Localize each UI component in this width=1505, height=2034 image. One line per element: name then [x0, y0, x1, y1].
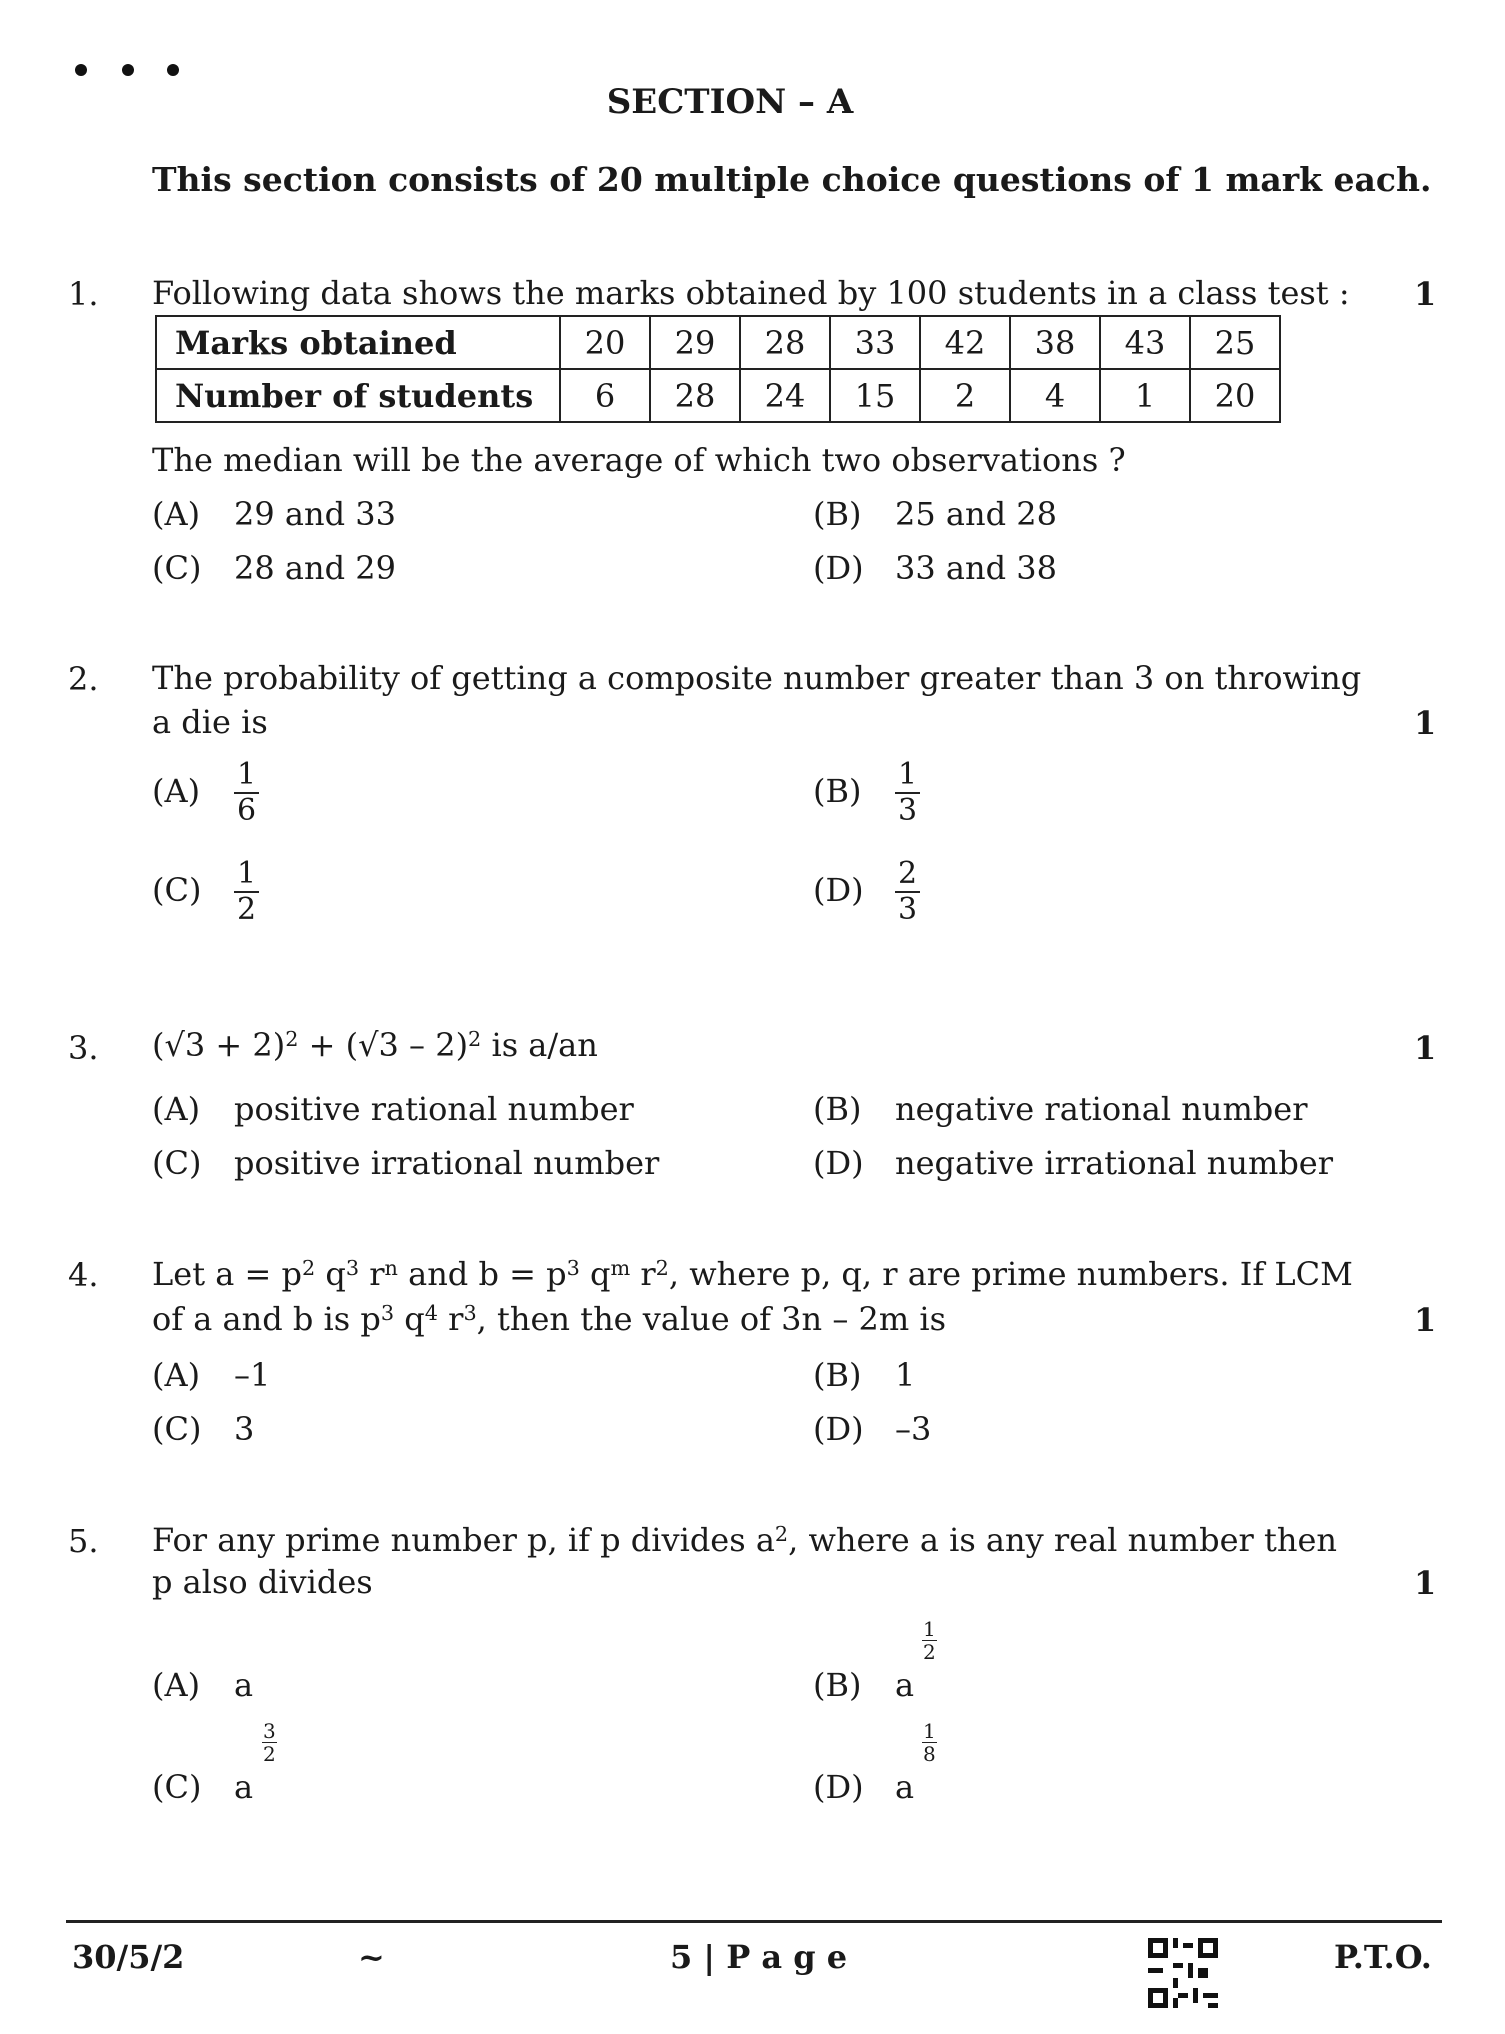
- option-label: (B): [813, 1356, 862, 1394]
- section-title: SECTION – A: [606, 82, 854, 122]
- fraction-numerator: 1: [234, 758, 259, 794]
- fraction-numerator: 1: [234, 857, 259, 893]
- option-label: (A): [152, 771, 201, 810]
- question-text-line2: a die is: [152, 703, 268, 741]
- option-c[interactable]: [152, 1410, 254, 1448]
- question-text: Following data shows the marks obtained by 100 students in a class test :: [152, 274, 1350, 312]
- exponent: 2: [468, 1026, 482, 1051]
- table-cell: 28: [740, 316, 830, 369]
- question-number: 2.: [68, 660, 99, 698]
- option-d[interactable]: [813, 549, 1057, 587]
- exponent: 2: [655, 1255, 669, 1280]
- option-label: (C): [152, 870, 202, 909]
- fraction-denominator: 2: [237, 892, 257, 927]
- exponent: n: [384, 1255, 398, 1280]
- option-label: (D): [813, 1410, 864, 1448]
- fraction: [895, 758, 920, 828]
- table-cell: 4: [1010, 369, 1100, 422]
- fraction-numerator: 3: [263, 1719, 276, 1743]
- question-text-line1: [152, 1252, 1353, 1300]
- text-run: r: [437, 1300, 464, 1338]
- text-run: of a and b is p: [152, 1300, 381, 1338]
- question-text-line2: p also divides: [152, 1563, 373, 1601]
- option-label: (B): [813, 1666, 862, 1704]
- option-text: negative irrational number: [895, 1144, 1334, 1182]
- table-cell: 29: [650, 316, 740, 369]
- option-c[interactable]: [152, 1144, 659, 1182]
- option-label: (D): [813, 870, 864, 909]
- text-run: r: [630, 1255, 656, 1293]
- option-label: (C): [152, 549, 202, 587]
- qr-code-icon: [1148, 1938, 1218, 2008]
- decorative-dot: [75, 64, 87, 76]
- footer-divider: [66, 1920, 1442, 1923]
- option-label: (C): [152, 1768, 202, 1806]
- exponent: 3: [345, 1255, 360, 1280]
- option-d[interactable]: [813, 1768, 914, 1806]
- option-b[interactable]: [813, 1090, 1308, 1128]
- question-mark: 1: [1414, 1029, 1437, 1067]
- option-d[interactable]: [813, 857, 920, 927]
- plus-sign: +: [298, 1026, 346, 1064]
- text-run: r: [359, 1255, 385, 1293]
- option-label: (D): [813, 1144, 864, 1182]
- option-base: a: [895, 1666, 915, 1704]
- fraction: [234, 857, 259, 927]
- table-cell: 33: [830, 316, 920, 369]
- question-mark: 1: [1414, 1564, 1437, 1602]
- table-cell: 2: [920, 369, 1010, 422]
- expression-term-a: (√3 + 2): [152, 1026, 286, 1064]
- option-d[interactable]: [813, 1410, 931, 1448]
- text-run: Let a = p: [152, 1255, 302, 1293]
- option-text: –1: [234, 1356, 271, 1394]
- option-a[interactable]: [152, 1090, 634, 1128]
- text-run: , where p, q, r are prime numbers. If LCM: [668, 1255, 1353, 1293]
- option-label: (D): [813, 549, 864, 587]
- text-run: q: [315, 1255, 346, 1293]
- option-base: a: [895, 1768, 915, 1806]
- expression: [152, 1023, 598, 1071]
- option-text: 3: [234, 1410, 255, 1448]
- fraction-denominator: 3: [898, 793, 918, 828]
- fraction-denominator: 2: [923, 1640, 936, 1664]
- question-number: 3.: [68, 1029, 99, 1067]
- option-text: –3: [895, 1410, 932, 1448]
- option-label: (B): [813, 771, 862, 810]
- option-text: positive rational number: [234, 1090, 634, 1128]
- table-cell: 42: [920, 316, 1010, 369]
- table-cell: 20: [560, 316, 650, 369]
- question-text-line2: [152, 1297, 946, 1345]
- option-text: positive irrational number: [234, 1144, 660, 1182]
- option-base: a: [234, 1768, 254, 1806]
- option-text: 29 and 33: [234, 495, 396, 533]
- option-label: (A): [152, 1090, 201, 1128]
- table-row-label: Number of students: [156, 369, 560, 422]
- marks-table: [155, 315, 1281, 423]
- option-d[interactable]: [813, 1144, 1333, 1182]
- table-row: [156, 369, 1280, 422]
- fraction: [234, 758, 259, 828]
- fraction-numerator: 1: [923, 1719, 936, 1743]
- option-label: (D): [813, 1768, 864, 1806]
- table-row: [156, 316, 1280, 369]
- exponent: m: [610, 1255, 631, 1280]
- table-cell: 38: [1010, 316, 1100, 369]
- page-turn-label: P.T.O.: [1334, 1938, 1432, 1976]
- fraction-denominator: 3: [898, 892, 918, 927]
- option-a[interactable]: [152, 495, 396, 533]
- fractional-exponent: [922, 1720, 937, 1765]
- question-mark: 1: [1414, 275, 1437, 313]
- option-label: (A): [152, 1666, 201, 1704]
- option-c[interactable]: [152, 549, 396, 587]
- option-a[interactable]: [152, 758, 259, 828]
- exponent: 2: [774, 1521, 789, 1546]
- table-cell: 20: [1190, 369, 1280, 422]
- fraction-numerator: 1: [895, 758, 920, 794]
- question-text-line1: [152, 1518, 1337, 1566]
- fraction-numerator: 2: [895, 857, 920, 893]
- exponent: 4: [424, 1300, 438, 1325]
- question-mark: 1: [1414, 704, 1437, 742]
- option-text: negative rational number: [895, 1090, 1308, 1128]
- section-description: This section consists of 20 multiple choice questions of 1 mark each.: [152, 160, 1432, 199]
- decorative-dot: [122, 64, 134, 76]
- option-text: 25 and 28: [895, 495, 1057, 533]
- table-cell: 43: [1100, 316, 1190, 369]
- fractional-exponent: [262, 1720, 277, 1765]
- fraction-denominator: 2: [263, 1742, 276, 1766]
- text-run: For any prime number p, if p divides a: [152, 1521, 775, 1559]
- fractional-exponent: [922, 1618, 937, 1663]
- option-label: (B): [813, 1090, 862, 1128]
- option-text: 33 and 38: [895, 549, 1057, 587]
- question-number: 1.: [68, 275, 99, 313]
- exponent: 3: [380, 1300, 395, 1325]
- text-run: and b = p: [397, 1255, 567, 1293]
- fraction-denominator: 6: [237, 793, 257, 828]
- exponent: 2: [285, 1026, 299, 1051]
- question-number: 5.: [68, 1522, 99, 1560]
- table-cell: 15: [830, 369, 920, 422]
- option-label: (C): [152, 1410, 202, 1448]
- table-cell: 1: [1100, 369, 1190, 422]
- text-run: q: [394, 1300, 425, 1338]
- fraction-denominator: 8: [923, 1742, 936, 1766]
- exponent: 3: [463, 1300, 477, 1325]
- option-label: (B): [813, 495, 862, 533]
- table-row-label: Marks obtained: [156, 316, 560, 369]
- expression-term-b: (√3 – 2): [345, 1026, 469, 1064]
- table-cell: 28: [650, 369, 740, 422]
- paper-code: 30/5/2: [72, 1938, 185, 1976]
- question-prompt: The median will be the average of which two observations ?: [152, 441, 1126, 479]
- option-base: a: [234, 1666, 254, 1704]
- option-a[interactable]: [152, 1666, 253, 1704]
- question-mark: 1: [1414, 1301, 1437, 1339]
- option-a[interactable]: [152, 1356, 270, 1394]
- option-b[interactable]: [813, 495, 1057, 533]
- option-text: 1: [895, 1356, 916, 1394]
- fraction: [895, 857, 920, 927]
- option-c[interactable]: [152, 1768, 253, 1806]
- text-run: , where a is any real number then: [788, 1521, 1338, 1559]
- option-label: (C): [152, 1144, 202, 1182]
- option-c[interactable]: [152, 857, 259, 927]
- option-text: 28 and 29: [234, 549, 396, 587]
- table-cell: 6: [560, 369, 650, 422]
- text-run: , then the value of 3n – 2m is: [476, 1300, 947, 1338]
- fraction-numerator: 1: [923, 1617, 936, 1641]
- question-text-line1: The probability of getting a composite number greater than 3 on throwing: [152, 659, 1362, 697]
- footer-tilde: ~: [358, 1938, 385, 1976]
- expression-tail: is a/an: [481, 1026, 598, 1064]
- exponent: 2: [301, 1255, 316, 1280]
- table-cell: 25: [1190, 316, 1280, 369]
- text-run: q: [579, 1255, 611, 1293]
- option-b[interactable]: [813, 1356, 915, 1394]
- option-b[interactable]: [813, 1666, 914, 1704]
- table-cell: 24: [740, 369, 830, 422]
- exponent: 3: [566, 1255, 580, 1280]
- question-number: 4.: [68, 1256, 99, 1294]
- page-number: 5 | P a g e: [670, 1938, 848, 1976]
- option-label: (A): [152, 495, 201, 533]
- option-label: (A): [152, 1356, 201, 1394]
- option-b[interactable]: [813, 758, 920, 828]
- decorative-dot: [167, 64, 179, 76]
